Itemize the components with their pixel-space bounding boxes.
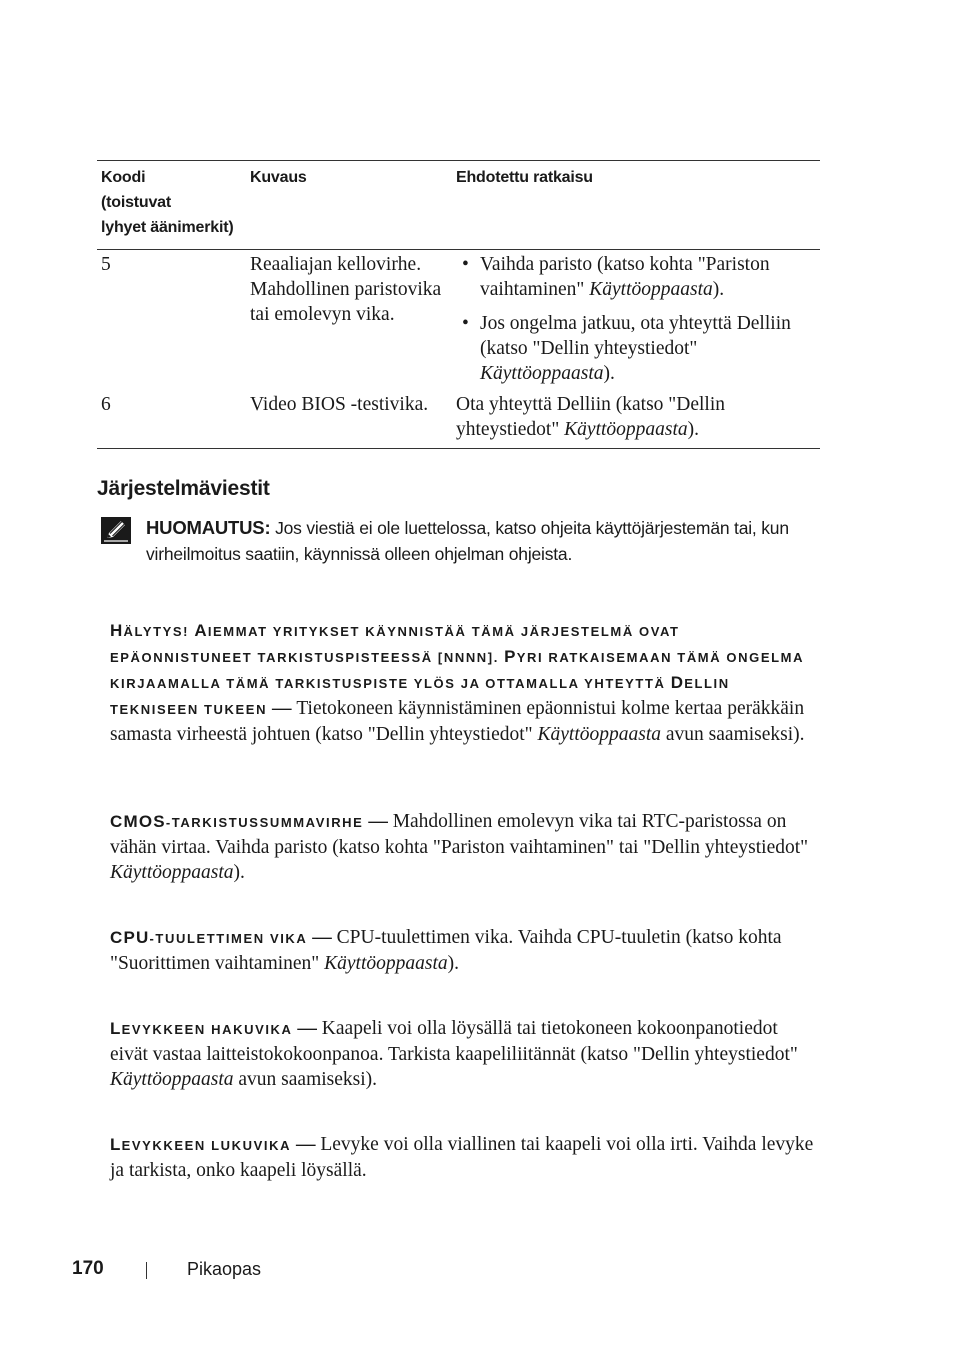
header-solution: Ehdotettu ratkaisu [456, 169, 593, 186]
section-title: Järjestelmäviestit [97, 477, 270, 500]
beep-code-table [97, 160, 820, 449]
footer-divider [146, 1262, 147, 1279]
page-number: 170 [72, 1258, 104, 1279]
message-name: LEVYKKEEN LUKUVIKA [110, 1135, 292, 1154]
message-name: HÄLYTYS! AIEMMAT YRITYKSET KÄYNNISTÄÄ TÄMÄ JÄRJESTELMÄ OVAT EPÄONNISTUNEET TARKISTUSPISTEESSÄ [NNNN]. PYRI RATKAISEMAAN TÄMÄ ONGELMA KIRJAAMALLA TÄMÄ TARKISTUSPISTE YLÖS JA OTTAMALLA YHTEYTTÄ DELLIN TEKNISEEN TUKEEN [110, 621, 804, 717]
note-pencil-icon [101, 517, 131, 544]
solution-list [456, 252, 820, 386]
header-description: Kuvaus [250, 169, 307, 186]
table-row [97, 250, 820, 392]
list-item: • Jos ongelma jatkuu, ota yhteyttä Delliin (katso "Dellin yhteystiedot" Käyttöoppaasta). [456, 311, 820, 386]
message-name: CMOS-TARKISTUSSUMMAVIRHE [110, 812, 364, 831]
note-text: HUOMAUTUS: Jos viestiä ei ole luettelossa, katso ohjeita käyttöjärjestemän tai, kun virheilmoitus saatiin, käynnissä olleen ohjelman ohjeista. [146, 517, 789, 564]
message-name: LEVYKKEEN HAKUVIKA [110, 1019, 293, 1038]
message-entry: CMOS-TARKISTUSSUMMAVIRHE — Mahdollinen emolevyn vika tai RTC-paristossa on vähän virtaa. Vaihda paristo (katso kohta "Pariston vaihtaminen" tai "Dellin yhteystiedot" Käyttöoppaasta). [110, 811, 809, 883]
header-code: Koodi (toistuvat lyhyet äänimerkit) [101, 169, 234, 236]
message-entry: LEVYKKEEN HAKUVIKA — Kaapeli voi olla löysällä tai tietokoneen kokoonpanotiedot eivät vastaa laitteistokokoonpanoa. Tarkista kaapeliliitännät (katso "Dellin yhteystiedot" Käyttöoppaasta avun saamiseksi). [110, 1018, 798, 1090]
message-entry: CPU-TUULETTIMEN VIKA — CPU-tuulettimen vika. Vaihda CPU-tuuletin (katso kohta "Suorittimen vaihtaminen" Käyttöoppaasta). [110, 927, 782, 974]
message-entry: LEVYKKEEN LUKUVIKA — Levyke voi olla viallinen tai kaapeli voi olla irti. Vaihda levyke ja tarkista, onko kaapeli löysällä. [110, 1134, 814, 1181]
footer-title: Pikaopas [187, 1259, 262, 1279]
message-name: CPU-TUULETTIMEN VIKA [110, 928, 308, 947]
note-label: HUOMAUTUS: [146, 517, 271, 538]
row-description: Reaaliajan kellovirhe. Mahdollinen paristovika tai emolevyn vika. [250, 254, 442, 325]
row-solution: Ota yhteyttä Delliin (katso "Dellin yhteystiedot" Käyttöoppaasta). [456, 394, 725, 440]
list-item: • Vaihda paristo (katso kohta "Pariston vaihtaminen" Käyttöoppaasta). [456, 252, 820, 302]
row-code: 5 [101, 254, 111, 275]
row-code: 6 [101, 394, 111, 415]
table-row [97, 392, 820, 448]
message-entry: HÄLYTYS! AIEMMAT YRITYKSET KÄYNNISTÄÄ TÄMÄ JÄRJESTELMÄ OVAT EPÄONNISTUNEET TARKISTUSPISTEESSÄ [NNNN]. PYRI RATKAISEMAAN TÄMÄ ONGELMA KIRJAAMALLA TÄMÄ TARKISTUSPISTE YLÖS JA OTTAMALLA YHTEYTTÄ DELLIN TEKNISEEN TUKEEN — Tietokoneen käynnistäminen epäonnistui kolme kertaa peräkkäin samasta virheestä johtuen (katso "Dellin yhteystiedot" Käyttöoppaasta avun saamiseksi). [110, 621, 805, 745]
row-solution [452, 252, 820, 386]
table-header [97, 161, 820, 250]
row-description: Video BIOS -testivika. [250, 394, 429, 415]
